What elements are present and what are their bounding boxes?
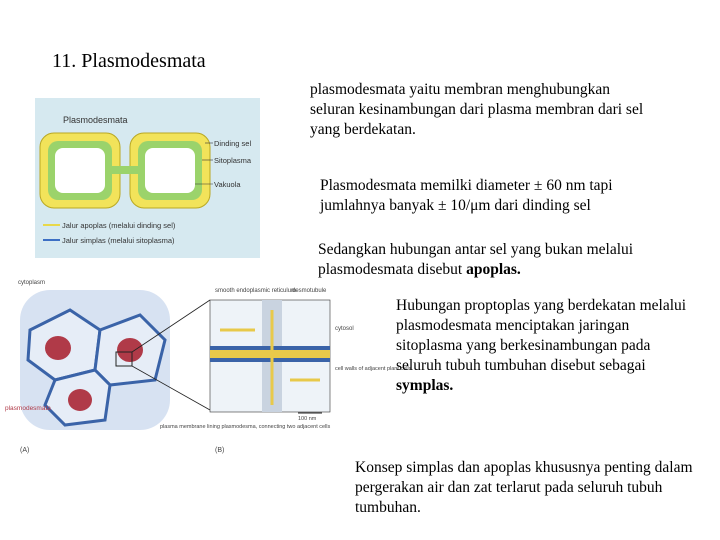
paragraph-concept: Konsep simplas dan apoplas khususnya penting dalam pergerakan air dan zat terlarut pada seluruh tubuh tumbuhan. <box>355 459 693 516</box>
legend-apoplas: Jalur apoplas (melalui dinding sel) <box>62 221 176 230</box>
diagram-title: Plasmodesmata <box>63 115 128 125</box>
label-membrane-lining: plasma membrane lining plasmodesma, connecting two adjacent cells <box>160 424 331 430</box>
cell-tissue-illustration <box>0 270 412 460</box>
nucleus <box>117 338 143 362</box>
apoplas-term: apoplas. <box>466 261 521 278</box>
nucleus <box>68 389 92 411</box>
plasmodesmata-diagram <box>35 98 260 258</box>
label-desmotubule: desmotubule <box>292 288 327 294</box>
paragraph-diameter: Plasmodesmata memilki diameter ± 60 nm tapi jumlahnya banyak ± 10/μm dari dinding sel <box>320 177 613 214</box>
panel-a-label: (A) <box>20 447 30 454</box>
label-smooth-er: smooth endoplasmic reticulum <box>215 288 297 294</box>
symplas-term: symplas. <box>396 377 454 394</box>
label-plasmodesmata: plasmodesmata <box>5 405 51 412</box>
legend-simplas: Jalur simplas (melalui sitoplasma) <box>62 236 175 245</box>
label-cell-walls: cell walls of adjacent plant cells <box>335 366 412 372</box>
zoom-panel-b <box>210 300 330 412</box>
plasmodesma-channel <box>112 166 138 174</box>
label-sitoplasma: Sitoplasma <box>214 156 252 165</box>
label-vakuola: Vakuola <box>214 180 241 189</box>
label-cytoplasm: cytoplasm <box>18 280 46 286</box>
panel-b-label: (B) <box>215 447 225 454</box>
nucleus <box>45 336 71 360</box>
label-dinding-sel: Dinding sel <box>214 139 252 148</box>
symplas-text: Hubungan proptoplas yang berdekatan melalui plasmodesmata menciptakan jaringan sitoplasma yang berkesinambungan pada seluruh tubuh tumbuhan disebut sebagai <box>396 297 687 374</box>
scale-bar-label: 100 nm <box>298 416 317 422</box>
apoplas-text: Sedangkan hubungan antar sel yang bukan melalui plasmodesmata disebut <box>318 241 634 278</box>
right-cell-vacuole <box>145 148 195 193</box>
paragraph-apoplas <box>318 240 648 280</box>
label-cytosol: cytosol <box>335 326 354 332</box>
paragraph-symplas <box>396 296 696 396</box>
slide-title: 11. Plasmodesmata <box>52 50 206 72</box>
left-cell-vacuole <box>55 148 105 193</box>
paragraph-definition: plasmodesmata yaitu membran menghubungkan seluran kesinambungan dari plasma membran dari sel yang berdekatan. <box>310 81 644 138</box>
